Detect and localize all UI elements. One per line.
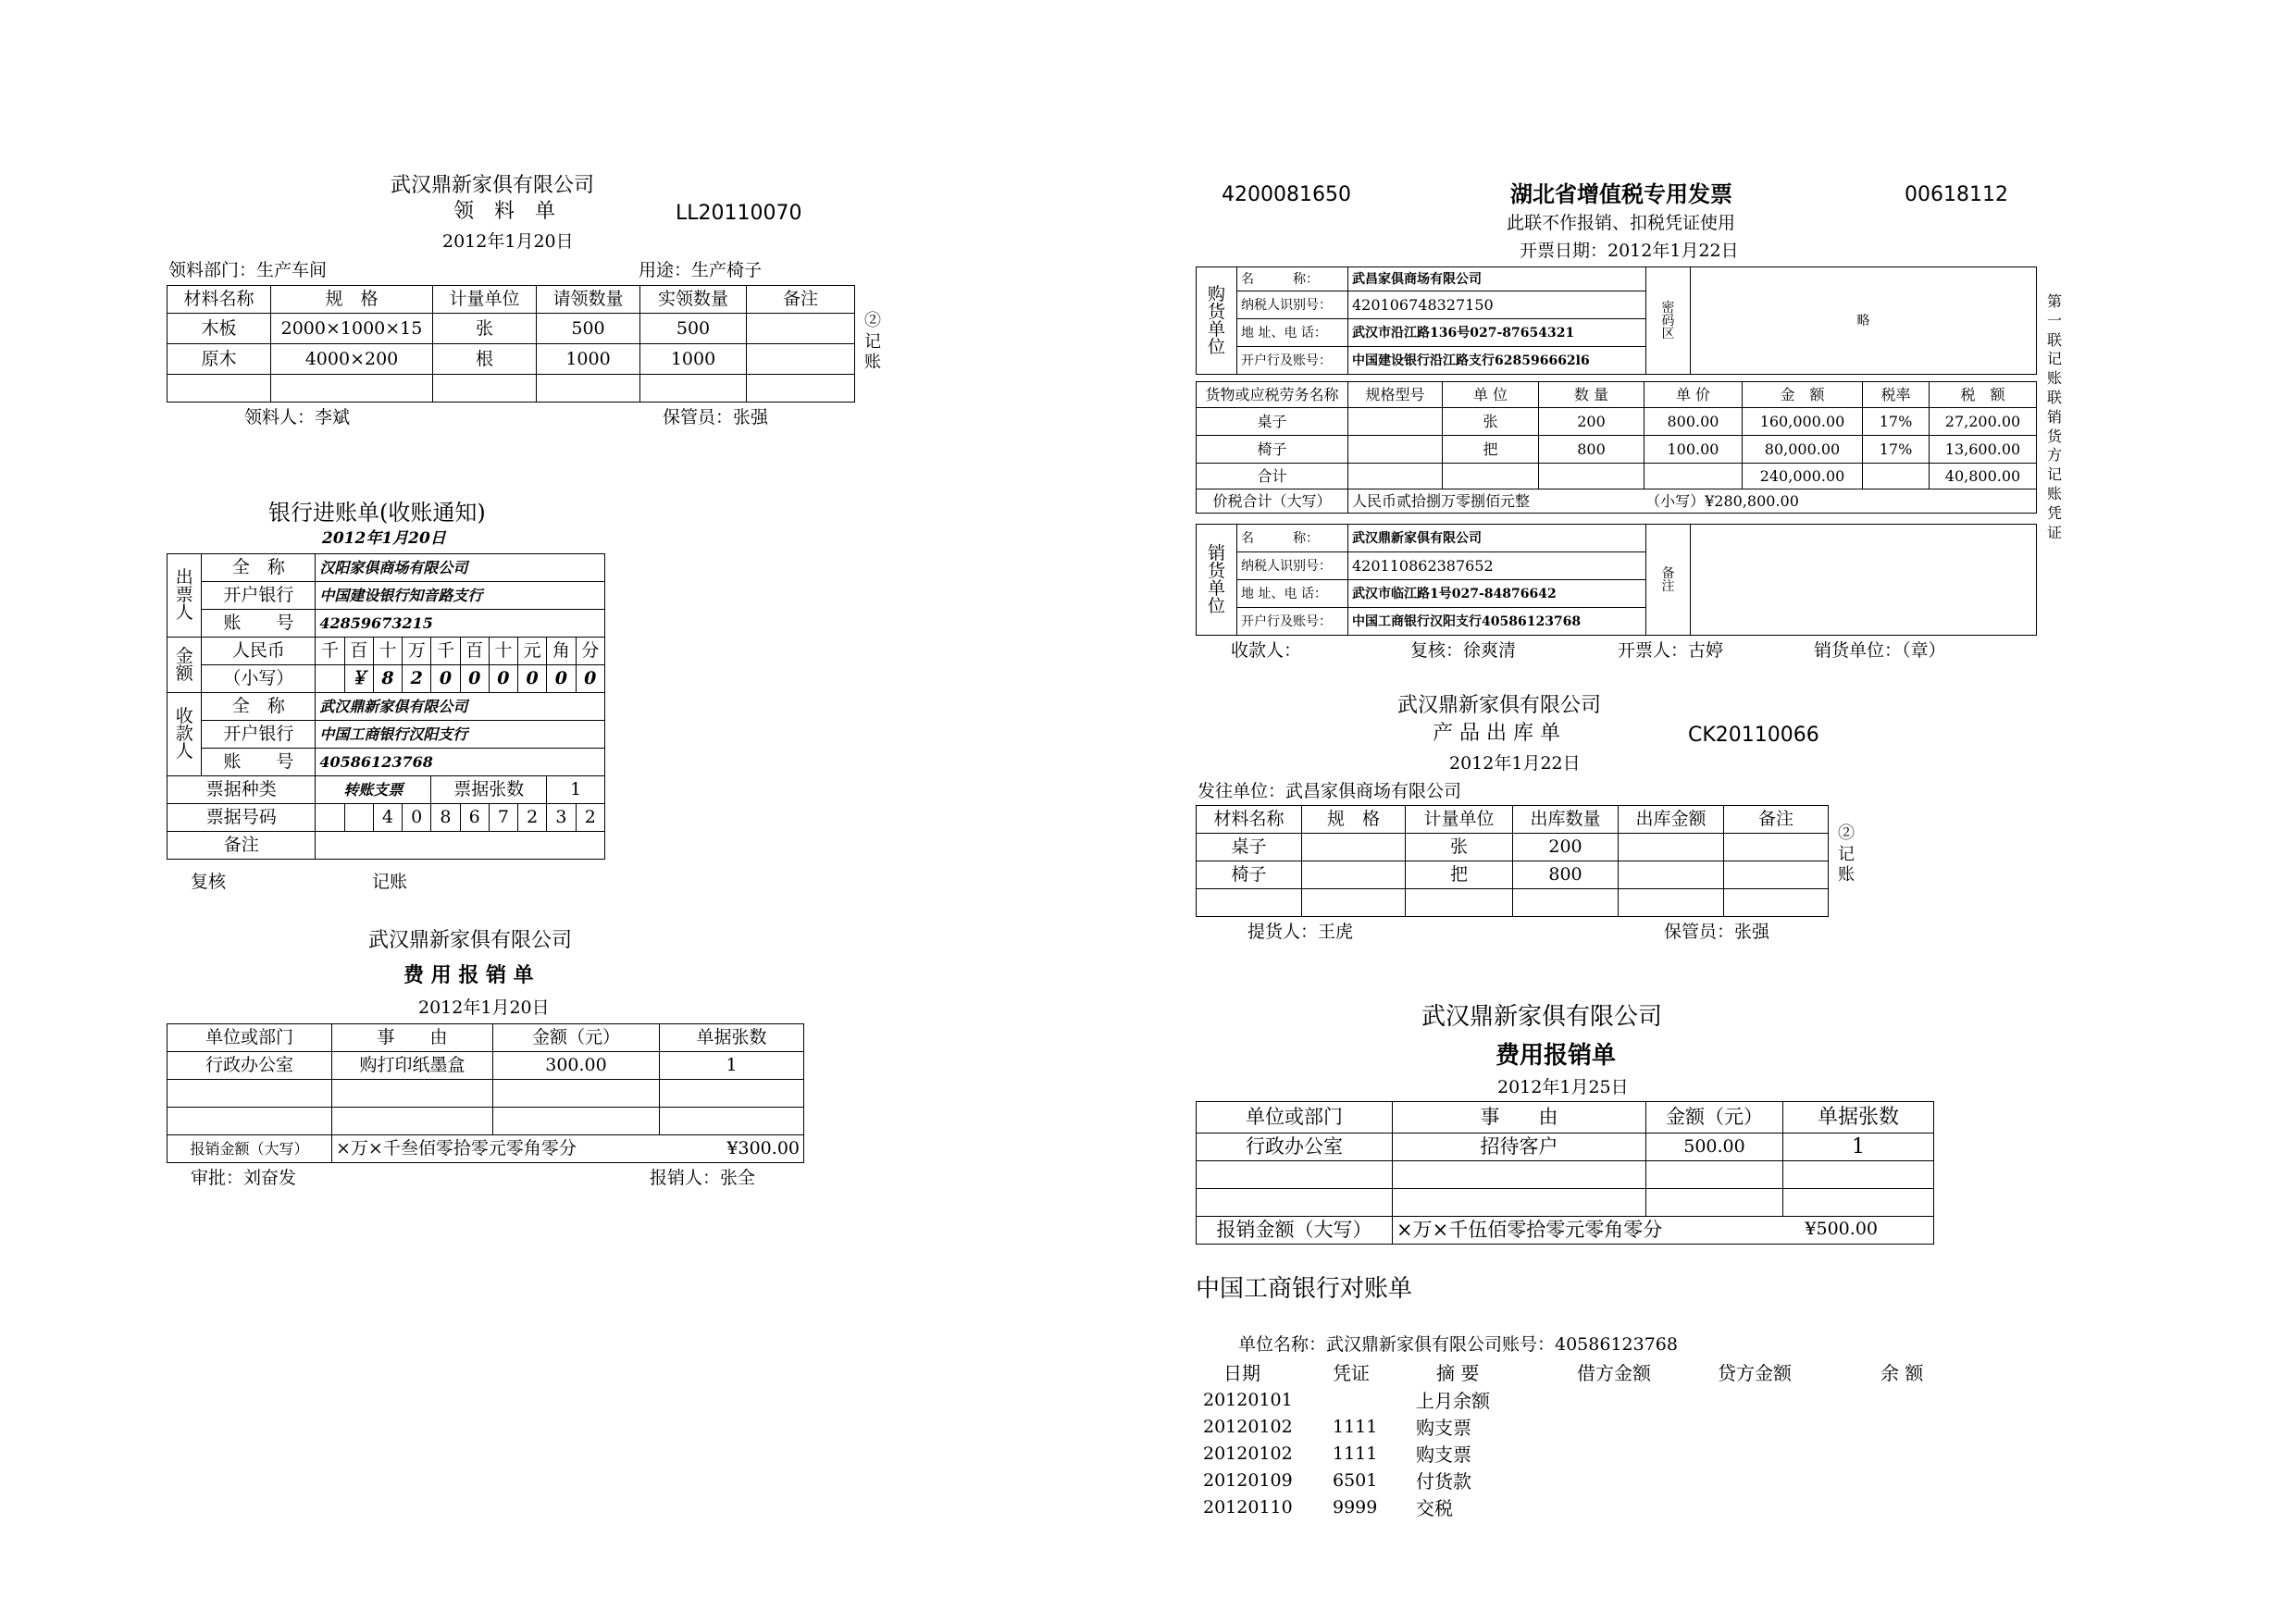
cell: 1000 — [537, 344, 640, 375]
digit-cell: 2 — [403, 665, 431, 693]
cell — [1619, 834, 1724, 861]
table-row — [168, 1108, 804, 1135]
seller-name: 武汉鼎新家俱有限公司 — [1348, 525, 1646, 552]
total-number: ¥500.00 — [1805, 1219, 1878, 1239]
cell — [1724, 861, 1829, 889]
cell: 根 — [433, 344, 537, 375]
invoice-number: 00618112 — [1905, 183, 2008, 206]
cell — [1393, 1161, 1646, 1189]
bill-count: 1 — [547, 776, 605, 804]
field-label: 地 址、电 话： — [1237, 319, 1348, 347]
invoice-date: 开票日期：2012年1月22日 — [1520, 241, 1739, 261]
drawer-label: 开票人：古婷 — [1618, 640, 1724, 661]
cell — [1443, 464, 1539, 489]
cell: 张 — [1443, 408, 1539, 436]
digit-cell: 0 — [547, 665, 576, 693]
buyer-tax-id: 420106748327150 — [1348, 291, 1646, 319]
table-row — [1197, 1161, 1934, 1189]
cell: 椅子 — [1197, 861, 1302, 889]
destination-label: 发往单位：武昌家俱商场有限公司 — [1198, 781, 1462, 801]
unit-cell: 角 — [547, 638, 576, 665]
cell: 合计 — [1197, 464, 1348, 489]
cell — [1513, 889, 1619, 917]
cell: 80,000.00 — [1743, 436, 1863, 464]
cell: 100.00 — [1644, 436, 1743, 464]
form-date: 2012年1月25日 — [1497, 1077, 1629, 1097]
total-value — [1393, 1217, 1934, 1245]
cell — [1619, 889, 1724, 917]
cell — [493, 1080, 660, 1108]
table-row — [1197, 1189, 1934, 1217]
payee-account: 40586123768 — [316, 749, 605, 776]
bookkeep-label: 记账 — [372, 872, 408, 892]
digit-cell: 0 — [518, 665, 547, 693]
cell: 17% — [1863, 408, 1930, 436]
invoice-seller-table — [1196, 524, 2037, 636]
cell — [747, 375, 855, 403]
statement-summary: 购支票 — [1416, 1417, 1471, 1439]
cell — [1783, 1161, 1934, 1189]
seller-tax-id: 420110862387652 — [1348, 552, 1646, 580]
seller-stamp-label: 销货单位：（章） — [1814, 640, 1946, 661]
table-row — [168, 344, 855, 375]
statement-summary: 购支票 — [1416, 1443, 1471, 1466]
cell: 500.00 — [1646, 1134, 1783, 1161]
row-label: 全 称 — [202, 554, 316, 582]
payer-bank: 中国建设银行知音路支行 — [316, 582, 605, 610]
table-row — [1197, 408, 2037, 436]
unit-cell: 十 — [489, 638, 517, 665]
table-row — [1197, 464, 2037, 489]
statement-summary: 付货款 — [1416, 1470, 1471, 1493]
cell — [1724, 889, 1829, 917]
cell: 800 — [1513, 861, 1619, 889]
row-label: 账 号 — [202, 749, 316, 776]
cell — [332, 1108, 493, 1135]
cell: 800 — [1539, 436, 1644, 464]
cell — [1348, 464, 1443, 489]
col-header: 借方金额 — [1577, 1362, 1651, 1384]
col-header: 单据张数 — [660, 1024, 804, 1052]
digit-cell: 0 — [431, 665, 460, 693]
col-header: 材料名称 — [168, 286, 271, 314]
dept-label: 领料部门：生产车间 — [168, 260, 328, 280]
cell — [747, 344, 855, 375]
total-number: ¥300.00 — [726, 1138, 800, 1158]
cell — [1197, 889, 1302, 917]
col-header: 规 格 — [271, 286, 433, 314]
col-header: 实领数量 — [640, 286, 747, 314]
statement-date: 20120109 — [1203, 1470, 1293, 1491]
col-header: 单据张数 — [1783, 1102, 1934, 1134]
slip-title: 银行进账单(收账通知) — [268, 500, 486, 526]
reviewer-label: 复核：徐爽清 — [1410, 640, 1517, 661]
side-mark: ②记账 — [864, 311, 881, 372]
cell: 2000×1000×15 — [271, 314, 433, 344]
digit-cell: 6 — [460, 804, 489, 832]
col-header: 事 由 — [332, 1024, 493, 1052]
cell: 240,000.00 — [1743, 464, 1863, 489]
payer-label: 出票人 — [168, 554, 202, 638]
col-header: 规格型号 — [1348, 382, 1443, 408]
use-label: 用途：生产椅子 — [639, 260, 763, 280]
unit-cell: 十 — [373, 638, 402, 665]
statement-title: 中国工商银行对账单 — [1196, 1275, 1413, 1303]
cell: 木板 — [168, 314, 271, 344]
cell — [1302, 834, 1406, 861]
col-header: 日期 — [1223, 1362, 1260, 1384]
payer-name: 汉阳家俱商场有限公司 — [316, 554, 605, 582]
unit-cell: 分 — [576, 638, 605, 665]
buyer-label: 购货单位 — [1197, 267, 1237, 375]
cell: 行政办公室 — [168, 1052, 332, 1080]
cell: 1000 — [640, 344, 747, 375]
cell — [640, 375, 747, 403]
col-header: 备注 — [747, 286, 855, 314]
col-header: 余 额 — [1880, 1362, 1924, 1384]
total-small: （小写）¥280,800.00 — [1645, 491, 1799, 510]
unit-cell: 千 — [431, 638, 460, 665]
col-header: 金 额 — [1743, 382, 1863, 408]
cell: 500 — [537, 314, 640, 344]
col-header: 单 位 — [1443, 382, 1539, 408]
unit-cell: 万 — [403, 638, 431, 665]
col-header: 备注 — [1724, 806, 1829, 834]
unit-cell: 千 — [316, 638, 344, 665]
invoice-note: 此联不作报销、扣税凭证使用 — [1507, 213, 1736, 233]
field-label: 开户行及账号： — [1237, 347, 1348, 375]
col-header: 出库金额 — [1619, 806, 1724, 834]
digit-cell — [316, 804, 344, 832]
col-header: 凭证 — [1333, 1362, 1370, 1384]
cell — [1646, 1189, 1783, 1217]
cipher-value: 略 — [1691, 267, 2037, 375]
form-number: LL20110070 — [676, 202, 802, 225]
cell — [332, 1080, 493, 1108]
deposit-table — [167, 553, 605, 860]
digit-cell — [344, 804, 373, 832]
col-header: 单位或部门 — [168, 1024, 332, 1052]
field-label: 名 称： — [1237, 525, 1348, 552]
table-row — [1197, 436, 2037, 464]
payee-name: 武汉鼎新家俱有限公司 — [316, 693, 605, 721]
row-label: 账 号 — [202, 610, 316, 638]
cell: 桌子 — [1197, 834, 1302, 861]
slip-date: 2012年1月20日 — [322, 529, 446, 548]
col-header: 规 格 — [1302, 806, 1406, 834]
cell — [660, 1108, 804, 1135]
total-label: 报销金额（大写） — [168, 1135, 332, 1163]
rmb-label: 人民币 — [202, 638, 316, 665]
side-mark: ②记账 — [1838, 824, 1855, 885]
keeper-label: 保管员：张强 — [663, 407, 769, 427]
company-name: 武汉鼎新家俱有限公司 — [1397, 694, 1602, 717]
table-row — [168, 375, 855, 403]
company-name: 武汉鼎新家俱有限公司 — [368, 929, 573, 952]
col-header: 货物或应税劳务名称 — [1197, 382, 1348, 408]
unit-cell: 百 — [344, 638, 373, 665]
company-name: 武汉鼎新家俱有限公司 — [1421, 1003, 1663, 1031]
total-words: ×万×千叁佰零拾零元零角零分 — [336, 1138, 577, 1158]
field-label: 名 称： — [1237, 267, 1348, 291]
remark-value — [316, 832, 605, 860]
outbound-table — [1196, 805, 1829, 917]
invoice-items-table — [1196, 381, 2037, 514]
col-header: 请领数量 — [537, 286, 640, 314]
cell — [1348, 436, 1443, 464]
company-name: 武汉鼎新家俱有限公司 — [391, 174, 595, 197]
cell: 160,000.00 — [1743, 408, 1863, 436]
form-title: 费 用 报 销 单 — [403, 964, 534, 987]
table-row — [1197, 834, 1829, 861]
form-title: 领 料 单 — [453, 200, 556, 223]
col-header: 摘 要 — [1436, 1362, 1480, 1384]
col-header: 单 价 — [1644, 382, 1743, 408]
remark-label: 备注 — [1646, 525, 1691, 636]
col-header: 计量单位 — [1406, 806, 1513, 834]
table-row — [1197, 861, 1829, 889]
total-value — [1348, 489, 2037, 514]
form-date: 2012年1月20日 — [442, 231, 574, 252]
digit-cell: 8 — [373, 665, 402, 693]
seller-label: 销货单位 — [1197, 525, 1237, 636]
cell: 1 — [1783, 1134, 1934, 1161]
cell — [1348, 408, 1443, 436]
statement-summary: 上月余额 — [1416, 1390, 1490, 1412]
bill-type: 转账支票 — [316, 776, 431, 804]
cell: 购打印纸墨盒 — [332, 1052, 493, 1080]
digit-cell: 2 — [576, 804, 605, 832]
expense-table — [167, 1023, 804, 1163]
picker-label: 提货人：王虎 — [1247, 922, 1354, 942]
buyer-bank: 中国建设银行沿江路支行628596662l6 — [1348, 347, 1646, 375]
cell — [168, 375, 271, 403]
cell: 张 — [433, 314, 537, 344]
cell — [168, 1108, 332, 1135]
claimant-label: 报销人：张全 — [650, 1168, 756, 1188]
seller-address: 武汉市临江路1号027-84876642 — [1348, 580, 1646, 608]
statement-date: 20120102 — [1203, 1443, 1293, 1464]
digit-cell: 0 — [403, 804, 431, 832]
col-header: 数 量 — [1539, 382, 1644, 408]
table-row — [168, 1080, 804, 1108]
review-label: 复核 — [191, 872, 227, 892]
cell — [1539, 464, 1644, 489]
field-label: 纳税人识别号： — [1237, 291, 1348, 319]
digit-cell: 8 — [431, 804, 460, 832]
total-label: 报销金额（大写） — [1197, 1217, 1393, 1245]
cell — [493, 1108, 660, 1135]
cell — [1863, 464, 1930, 489]
buyer-address: 武汉市沿江路136号027-87654321 — [1348, 319, 1646, 347]
cell — [1783, 1189, 1934, 1217]
table-row — [1197, 889, 1829, 917]
statement-voucher: 9999 — [1333, 1497, 1378, 1518]
statement-voucher: 6501 — [1333, 1470, 1378, 1491]
col-header: 计量单位 — [433, 286, 537, 314]
invoice-code: 4200081650 — [1222, 183, 1351, 206]
cell: 13,600.00 — [1930, 436, 2037, 464]
keeper-label: 保管员：张强 — [1664, 922, 1770, 942]
col-header: 贷方金额 — [1718, 1362, 1792, 1384]
table-row — [1197, 1134, 1934, 1161]
small-label: （小写） — [202, 665, 316, 693]
digit-cell: 0 — [576, 665, 605, 693]
row-label: 全 称 — [202, 693, 316, 721]
cell — [660, 1080, 804, 1108]
form-title: 费用报销单 — [1496, 1042, 1617, 1070]
cell — [271, 375, 433, 403]
cipher-label: 密码区 — [1646, 267, 1691, 375]
digit-cell — [316, 665, 344, 693]
cell — [433, 375, 537, 403]
col-header: 金额（元） — [1646, 1102, 1783, 1134]
statement-voucher: 1111 — [1333, 1443, 1378, 1464]
cell — [1197, 1189, 1393, 1217]
bill-type-label: 票据种类 — [168, 776, 316, 804]
cell: 行政办公室 — [1197, 1134, 1393, 1161]
remark-label: 备注 — [168, 832, 316, 860]
cell: 40,800.00 — [1930, 464, 2037, 489]
col-header: 材料名称 — [1197, 806, 1302, 834]
amount-label: 金额 — [168, 638, 202, 693]
cell — [1197, 1161, 1393, 1189]
form-number: CK20110066 — [1688, 724, 1819, 747]
cell: 把 — [1443, 436, 1539, 464]
cell: 800.00 — [1644, 408, 1743, 436]
cell: 200 — [1513, 834, 1619, 861]
digit-cell: 0 — [460, 665, 489, 693]
cell — [1302, 889, 1406, 917]
remark-value — [1691, 525, 2037, 636]
cell — [1646, 1161, 1783, 1189]
total-words: ×万×千伍佰零拾零元零角零分 — [1396, 1219, 1663, 1241]
cell: 17% — [1863, 436, 1930, 464]
digit-cell: 3 — [547, 804, 576, 832]
cell: 原木 — [168, 344, 271, 375]
statement-date: 20120102 — [1203, 1417, 1293, 1437]
total-words: 人民币贰拾捌万零捌佰元整 — [1352, 491, 1531, 510]
form-date: 2012年1月22日 — [1449, 753, 1581, 774]
cell: 张 — [1406, 834, 1513, 861]
payee-label: 收款人： — [1231, 640, 1302, 661]
cell: 1 — [660, 1052, 804, 1080]
col-header: 事 由 — [1393, 1102, 1646, 1134]
cell: 4000×200 — [271, 344, 433, 375]
table-row — [168, 314, 855, 344]
cell — [1724, 834, 1829, 861]
payer-account: 42859673215 — [316, 610, 605, 638]
statement-date: 20120101 — [1203, 1390, 1293, 1410]
cell — [537, 375, 640, 403]
cell — [747, 314, 855, 344]
unit-cell: 百 — [460, 638, 489, 665]
field-label: 开户行及账号： — [1237, 608, 1348, 636]
cell: 招待客户 — [1393, 1134, 1646, 1161]
digit-cell: 2 — [518, 804, 547, 832]
cell — [1393, 1189, 1646, 1217]
table-row — [168, 1052, 804, 1080]
invoice-buyer-table — [1196, 266, 2037, 375]
payee-label: 收款人 — [168, 693, 202, 776]
statement-unit: 单位名称：武汉鼎新家俱有限公司账号：40586123768 — [1238, 1334, 1678, 1355]
unit-cell: 元 — [518, 638, 547, 665]
requisition-table — [167, 285, 855, 403]
seller-bank: 中国工商银行汉阳支行40586123768 — [1348, 608, 1646, 636]
statement-voucher: 1111 — [1333, 1417, 1378, 1437]
row-label: 开户银行 — [202, 582, 316, 610]
cell: 200 — [1539, 408, 1644, 436]
picker-label: 领料人：李斌 — [244, 407, 351, 427]
cell: 300.00 — [493, 1052, 660, 1080]
form-title: 产 品 出 库 单 — [1433, 722, 1560, 745]
total-label: 价税合计（大写） — [1197, 489, 1348, 514]
statement-date: 20120110 — [1203, 1497, 1293, 1518]
cell — [1644, 464, 1743, 489]
col-header: 税 额 — [1930, 382, 2037, 408]
col-header: 出库数量 — [1513, 806, 1619, 834]
cell: 500 — [640, 314, 747, 344]
form-date: 2012年1月20日 — [418, 997, 550, 1018]
digit-cell: ￥ — [344, 665, 373, 693]
cell — [168, 1080, 332, 1108]
cell: 椅子 — [1197, 436, 1348, 464]
approver-label: 审批：刘奋发 — [191, 1168, 297, 1188]
cell — [1302, 861, 1406, 889]
digit-cell: 7 — [489, 804, 517, 832]
cell: 27,200.00 — [1930, 408, 2037, 436]
statement-summary: 交税 — [1416, 1497, 1453, 1519]
bill-count-label: 票据张数 — [431, 776, 547, 804]
payee-bank: 中国工商银行汉阳支行 — [316, 721, 605, 749]
cell: 桌子 — [1197, 408, 1348, 436]
buyer-name: 武昌家俱商场有限公司 — [1348, 267, 1646, 291]
expense-table — [1196, 1101, 1934, 1245]
digit-cell: 4 — [373, 804, 402, 832]
cell — [1406, 889, 1513, 917]
bill-no-label: 票据号码 — [168, 804, 316, 832]
digit-cell: 0 — [489, 665, 517, 693]
col-header: 单位或部门 — [1197, 1102, 1393, 1134]
col-header: 税率 — [1863, 382, 1930, 408]
field-label: 纳税人识别号： — [1237, 552, 1348, 580]
row-label: 开户银行 — [202, 721, 316, 749]
col-header: 金额（元） — [493, 1024, 660, 1052]
invoice-title: 湖北省增值税专用发票 — [1510, 181, 1732, 207]
cell — [1619, 861, 1724, 889]
total-value — [332, 1135, 804, 1163]
cell: 把 — [1406, 861, 1513, 889]
invoice-side-text: 第一联 记账联 销货方记账凭证 — [2046, 292, 2078, 541]
field-label: 地 址、电 话： — [1237, 580, 1348, 608]
